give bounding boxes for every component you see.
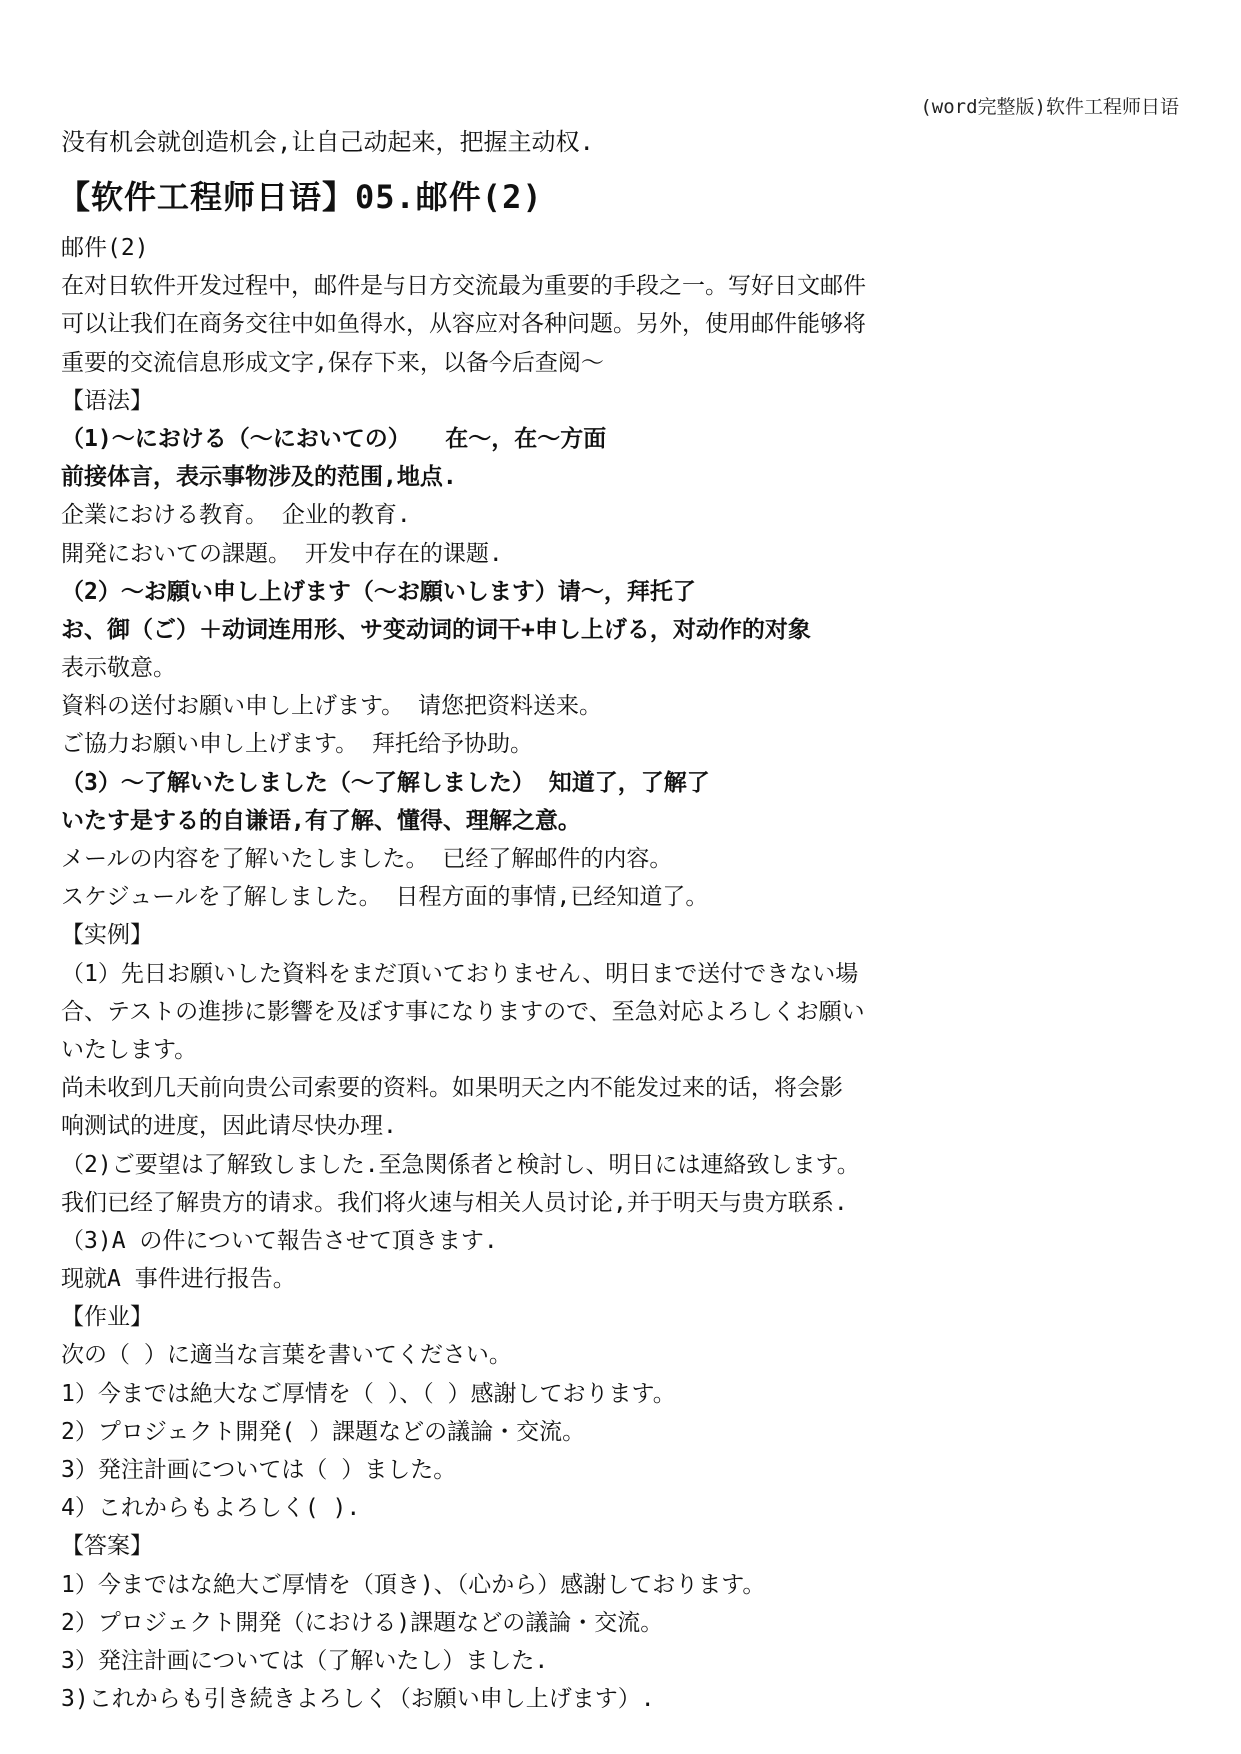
body-line: 【语法】 (61, 387, 153, 414)
body-line: （2）～お願い申し上げます（～お願いします）请～，拜托了 (61, 578, 696, 605)
body-line: 4）これからもよろしく( ). (61, 1495, 361, 1522)
article-title: 【软件工程师日语】05.邮件(2) (58, 178, 543, 216)
body-line: 【答案】 (61, 1533, 153, 1560)
body-line: 次の（ ）に適当な言葉を書いてください。 (61, 1342, 512, 1369)
body-line: スケジュールを了解しました。 日程方面的事情,已经知道了。 (61, 884, 709, 911)
running-header: (word完整版)软件工程师日语 (920, 96, 1179, 118)
body-line: 2）プロジェクト開発（における)課題などの議論・交流。 (61, 1609, 664, 1636)
body-line: 【作业】 (61, 1304, 153, 1331)
body-line: 1）今まではな絶大ご厚情を（頂き)、（心から）感謝しております。 (61, 1571, 766, 1598)
body-line: （3）～了解いたしました（～了解しました） 知道了，了解了 (61, 769, 710, 796)
body-line: 我们已经了解贵方的请求。我们将火速与相关人员讨论,并于明天与贵方联系. (61, 1189, 848, 1216)
body-line: 前接体言，表示事物涉及的范围,地点. (61, 464, 457, 491)
body-line: 可以让我们在商务交往中如鱼得水，从容应对各种问题。另外，使用邮件能够将 (61, 311, 866, 338)
body-line: お、御（ご）＋动词连用形、サ变动词的词干+申し上げる，对动作的对象 (61, 616, 811, 643)
body-line: （1）先日お願いした資料をまだ頂いておりません、明日まで送付できない場 (61, 960, 859, 987)
body-line: （2)ご要望は了解致しました.至急関係者と検討し、明日には連絡致します。 (61, 1151, 860, 1178)
body-line: 3)これからも引き続きよろしく（お願い申し上げます）. (61, 1686, 655, 1713)
body-line: 企業における教育。 企业的教育. (61, 502, 411, 529)
body-line: 邮件(2) (61, 235, 149, 261)
body-line: 3）発注計画については（了解いたし）ました. (61, 1647, 549, 1674)
body-line: （3)A の件について報告させて頂きます. (61, 1227, 498, 1254)
body-line: 3）発注計画については（ ）ました。 (61, 1457, 457, 1483)
body-line: メールの内容を了解いたしました。 已经了解邮件的内容。 (61, 846, 673, 872)
body-line: 1）今までは絶大なご厚情を（ ）、（ ）感謝しております。 (61, 1380, 676, 1407)
body-line: いたします。 (61, 1036, 198, 1063)
body-line: （1)～における（～においての） 在～，在～方面 (61, 425, 607, 452)
body-line: 【实例】 (61, 922, 153, 949)
article-body (61, 229, 1201, 1718)
body-line: 表示敬意。 (61, 655, 176, 682)
body-line: ご協力お願い申し上げます。 拜托给予协助。 (61, 731, 534, 758)
intro-sentence: 没有机会就创造机会,让自己动起来，把握主动权. (61, 128, 594, 156)
body-line: 2）プロジェクト開発( ）課題などの議論・交流。 (61, 1418, 586, 1445)
body-line: 重要的交流信息形成文字,保存下来，以备今后查阅～ (61, 349, 604, 376)
body-line: 响测试的进度，因此请尽快办理. (61, 1113, 397, 1140)
body-line: 合、テストの進捗に影響を及ぼす事になりますので、至急対応よろしくお願い (61, 998, 865, 1025)
body-line: 開発においての課題。 开发中存在的课题. (61, 540, 503, 567)
body-line: いたす是する的自谦语,有了解、懂得、理解之意。 (61, 807, 581, 834)
body-line: 在对日软件开发过程中，邮件是与日方交流最为重要的手段之一。写好日文邮件 (61, 273, 866, 300)
body-line: 尚未收到几天前向贵公司索要的资料。如果明天之内不能发过来的话，将会影 (61, 1075, 843, 1102)
body-line: 现就A 事件进行报告。 (61, 1266, 296, 1293)
body-line: 資料の送付お願い申し上げます。 请您把资料送来。 (61, 693, 603, 720)
